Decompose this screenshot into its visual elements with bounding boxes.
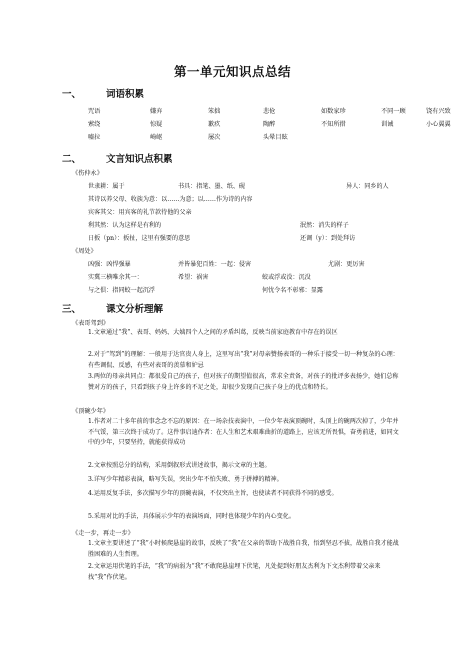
gloss-line: 凶强：凶悍强暴 (88, 261, 131, 268)
gloss-line: 何忧令名不彰邪：显露 (262, 287, 323, 294)
section-number: 三、 (62, 304, 82, 315)
gloss-line: 泯然：消失的样子 (300, 222, 349, 229)
paragraph: 5.采用对比的手法，具体展示少年的表演场面，同时也体现少年的内心变化。 (88, 513, 295, 520)
section-number: 一、 (62, 89, 82, 100)
section-label: 课文分析理解 (106, 304, 164, 315)
gloss-line: 希望：祸害 (178, 274, 209, 281)
section-heading-analysis (62, 301, 163, 315)
gloss-line: 实冀三横唯余其一： (88, 274, 143, 281)
section-number: 二、 (62, 154, 82, 165)
vocab-word: 小心翼翼 (426, 121, 451, 128)
vocab-word: 饶有兴致 (426, 108, 451, 115)
gloss-line: 蛟或浮或没：沉没 (262, 274, 311, 281)
vocab-word: 陶醉 (263, 121, 276, 128)
vocab-word: 嘘拉 (88, 134, 101, 141)
subsection-heading: 《伤仲永》 (72, 170, 103, 177)
vocab-word: 崎岖 (150, 134, 163, 141)
vocab-word: 笨拙 (208, 108, 221, 115)
vocab-word: 咒语 (88, 108, 101, 115)
vocab-row (88, 130, 465, 143)
paragraph: 3.两位的母亲共同点：都很爱自己的孩子，但对孩子的期望值很高，常求全责备，对孩子的批评多表扬少，她们总称赞对方的孩子，只看到孩子身上许多的不足之处，却很少发现自己孩子身上的优点和特长。 (88, 373, 399, 391)
vocab-word: 歉疚 (208, 121, 221, 128)
gloss-line: 宾客其父：用宾客的礼节款待他的父亲 (88, 209, 192, 216)
subsection-heading: 《顶碗少年》 (72, 408, 110, 415)
paragraph: 1.文章主要讲述了“我”小时候爬悬崖的故事，反映了“我”在父亲的帮助下战胜自我，悟到坚忍不拔，战胜自我才能战胜困难的人生哲理。 (88, 540, 399, 558)
subsection-heading: 《表哥驾到》 (72, 320, 110, 327)
paragraph: 1.文章通过“我”、表哥、妈妈、大姨四个人之间的矛盾纠葛，反映当前家庭教育中存在的误区 (88, 329, 338, 336)
paragraph: 1.作者对二十多年前的事念念不忘的原因：在一场杂技表演中，一位少年表演顶碗时，头顶上的碗两次掉了，少年并不气馁，第三次终于成功了。这件事启迪作者：在人生和艺术艰难曲折的道路上，应该无所畏惧，奋勇前进，如同文中的少年，只要坚持，就能获得成功 (88, 418, 399, 446)
paragraph: 2.对于“驾到”的理解：一般用于达官贵人身上，这里写出“我”对母亲赞扬表哥的一种乐于接受一切一种复杂的心理：有些调侃、反感，有些对表哥的羡慕和妒忌 (88, 351, 399, 369)
gloss-line: 尤剧：更厉害 (328, 261, 365, 268)
vocab-word: 萦绕 (88, 121, 101, 128)
gloss-line: 其诗以养父母、收族为意：以……为意；以……作为诗的内容 (88, 196, 253, 203)
gloss-line: 异人：同乡的人 (346, 183, 389, 190)
vocab-word: 悲伧 (263, 108, 276, 115)
gloss-line: 利其然：认为这样是有利的 (88, 222, 162, 229)
paragraph: 3.详写少年精彩表演，略写失误，突出少年不怕失败、勇于拼搏的精神。 (88, 476, 283, 483)
vocab-word: 头晕目眩 (263, 134, 288, 141)
vocab-word: 不同一顾 (381, 108, 406, 115)
gloss-line: 与之俱：指同蛟一起沉浮 (88, 287, 156, 294)
gloss-line: 书具：指笔、墨、纸、砚 (178, 183, 246, 190)
paragraph: 2.文章按照总分的结构，采用倒叙形式讲述故事，揭示文章的主题。 (88, 462, 271, 469)
gloss-line: 还调（y）：到处拜访 (300, 235, 356, 242)
vocab-word: 惊疑 (150, 121, 163, 128)
section-label: 文言知识点积累 (106, 154, 173, 165)
gloss-line: 世隶耕：属于 (88, 183, 125, 190)
vocab-grid (88, 104, 465, 143)
paragraph: 4.运用反复手法，多次描写少年的顶碗表演，不仅突出主旨，也使读者不同获得不同的感受。 (88, 490, 338, 497)
gloss-line: 日扳（pn）：扳扯，这里有强要的意思 (88, 235, 191, 242)
section-heading-classical (62, 151, 173, 165)
vocab-word: 训诫 (381, 121, 394, 128)
vocab-word: 如数家珍 (321, 108, 346, 115)
vocab-word: 不知所措 (321, 121, 346, 128)
vocab-word: 嫌弃 (150, 108, 163, 115)
gloss-line: 并皆暴犯百姓：一起：侵害 (178, 261, 252, 268)
page-title: 第一单元知识点总结 (173, 64, 291, 79)
section-heading-vocab (62, 86, 144, 100)
paragraph: 2.文章运用伏笔的手法，“我”的病弱为“我”不敢爬悬崖埋下伏笔，凡处提到好朋友杰利为下文杰利带着父亲来找“我”作伏笔。 (88, 563, 381, 581)
section-label: 词语积累 (106, 89, 145, 100)
vocab-word: 屡次 (208, 134, 221, 141)
vocab-row (88, 104, 465, 117)
vocab-row (88, 117, 465, 130)
subsection-heading: 《走一步，再走一步》 (72, 530, 134, 537)
subsection-heading: 《周处》 (72, 248, 97, 255)
